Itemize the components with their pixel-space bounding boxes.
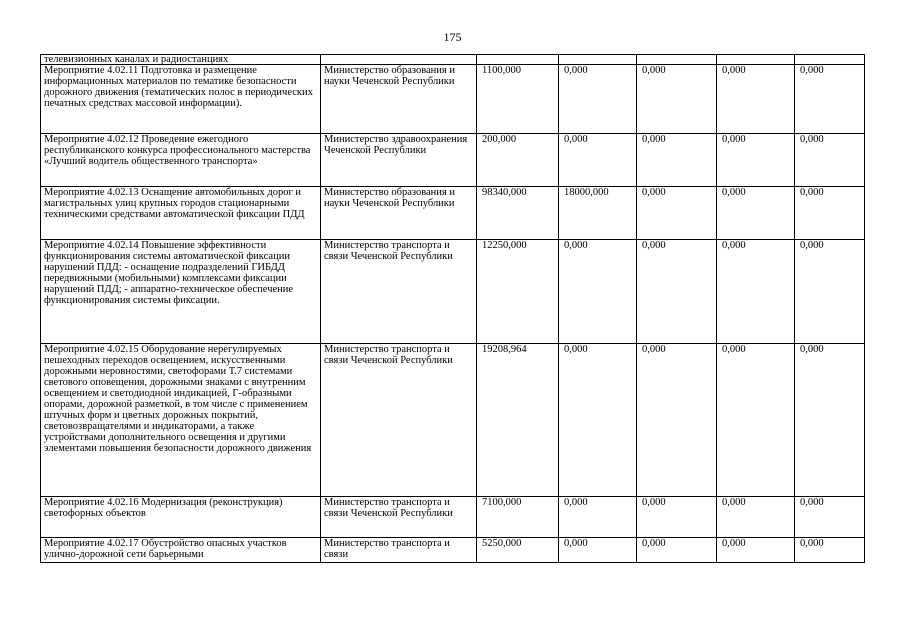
table-cell: [559, 55, 637, 65]
value-cell: 0,000: [795, 134, 865, 187]
value-cell: 0,000: [795, 538, 865, 563]
table-row: [41, 187, 865, 240]
value-cell: 0,000: [795, 65, 865, 134]
value-cell: 0,000: [559, 344, 637, 497]
value-cell: 0,000: [559, 240, 637, 344]
executor-cell: Министерство образования и науки Чеченской Республики: [321, 187, 477, 240]
value-cell: 0,000: [637, 538, 717, 563]
value-cell: 0,000: [637, 240, 717, 344]
measure-cell: Мероприятие 4.02.12 Проведение ежегодного республиканского конкурса профессионального мастерства «Лучший водитель общественного транспорта»: [41, 134, 321, 187]
measure-cell: Мероприятие 4.02.16 Модернизация (реконструкция) светофорных объектов: [41, 497, 321, 538]
measure-cell: Мероприятие 4.02.13 Оснащение автомобильных дорог и магистральных улиц крупных городов стационарными техническими средствами автоматической фиксации ПДД: [41, 187, 321, 240]
value-cell: 0,000: [559, 538, 637, 563]
table-cell: [477, 55, 559, 65]
value-cell: 0,000: [637, 497, 717, 538]
value-cell: 0,000: [795, 497, 865, 538]
continuation-cell: телевизионных каналах и радиостанциях: [41, 55, 321, 65]
table-cell: [637, 55, 717, 65]
page-number: 175: [443, 30, 462, 44]
value-cell: 7100,000: [477, 497, 559, 538]
measure-cell: Мероприятие 4.02.17 Обустройство опасных участков улично-дорожной сети барьерными: [41, 538, 321, 563]
value-cell: 0,000: [795, 187, 865, 240]
table-cell: [321, 55, 477, 65]
value-cell: 0,000: [795, 344, 865, 497]
value-cell: 0,000: [637, 65, 717, 134]
executor-cell: Министерство здравоохранения Чеченской Республики: [321, 134, 477, 187]
table-row: [41, 134, 865, 187]
value-cell: 0,000: [559, 134, 637, 187]
table-row: [41, 497, 865, 538]
value-cell: 0,000: [559, 497, 637, 538]
value-cell: 18000,000: [559, 187, 637, 240]
executor-cell: Министерство образования и науки Чеченской Республики: [321, 65, 477, 134]
value-cell: 0,000: [637, 344, 717, 497]
value-cell: 200,000: [477, 134, 559, 187]
table-row: [41, 240, 865, 344]
value-cell: 5250,000: [477, 538, 559, 563]
value-cell: 0,000: [795, 240, 865, 344]
table-row: [41, 538, 865, 563]
measure-cell: Мероприятие 4.02.11 Подготовка и размещение информационных материалов по тематике безопасности дорожного движения (тематических полос в периодических печатных средствах массовой информации).: [41, 65, 321, 134]
table-row: [41, 344, 865, 497]
value-cell: 19208,964: [477, 344, 559, 497]
value-cell: 0,000: [637, 134, 717, 187]
executor-cell: Министерство транспорта и связи: [321, 538, 477, 563]
value-cell: 0,000: [637, 187, 717, 240]
table-row: [41, 65, 865, 134]
budget-table: [40, 54, 865, 563]
value-cell: 0,000: [559, 65, 637, 134]
measure-cell: Мероприятие 4.02.14 Повышение эффективности функционирования системы автоматической фиксации нарушений ПДД: - оснащение подразделений ГИБДД передвижными (мобильными) комплексами фиксации нарушений ПДД; - аппаратно-техническое обеспечение функционирования системы фиксации.: [41, 240, 321, 344]
value-cell: 0,000: [717, 65, 795, 134]
value-cell: 1100,000: [477, 65, 559, 134]
value-cell: 0,000: [717, 497, 795, 538]
table-cell: [795, 55, 865, 65]
executor-cell: Министерство транспорта и связи Чеченской Республики: [321, 240, 477, 344]
value-cell: 0,000: [717, 344, 795, 497]
table-row-continuation: [41, 55, 865, 65]
executor-cell: Министерство транспорта и связи Чеченской Республики: [321, 497, 477, 538]
measure-cell: Мероприятие 4.02.15 Оборудование нерегулируемых пешеходных переходов освещением, искусственными дорожными неровностями, светофорами Т.7 системами светового оповещения, дорожными знаками с внутренним освещением и светодиодной индикацией, Г-образными опорами, дорожной разметкой, в том числе с применением штучных форм и цветных дорожных покрытий, световозвращателями и индикаторами, а также устройствами дополнительного освещения и другими элементами повышения безопасности дорожного движения: [41, 344, 321, 497]
executor-cell: Министерство транспорта и связи Чеченской Республики: [321, 344, 477, 497]
value-cell: 0,000: [717, 134, 795, 187]
table-cell: [717, 55, 795, 65]
value-cell: 12250,000: [477, 240, 559, 344]
value-cell: 0,000: [717, 240, 795, 344]
value-cell: 98340,000: [477, 187, 559, 240]
value-cell: 0,000: [717, 187, 795, 240]
value-cell: 0,000: [717, 538, 795, 563]
